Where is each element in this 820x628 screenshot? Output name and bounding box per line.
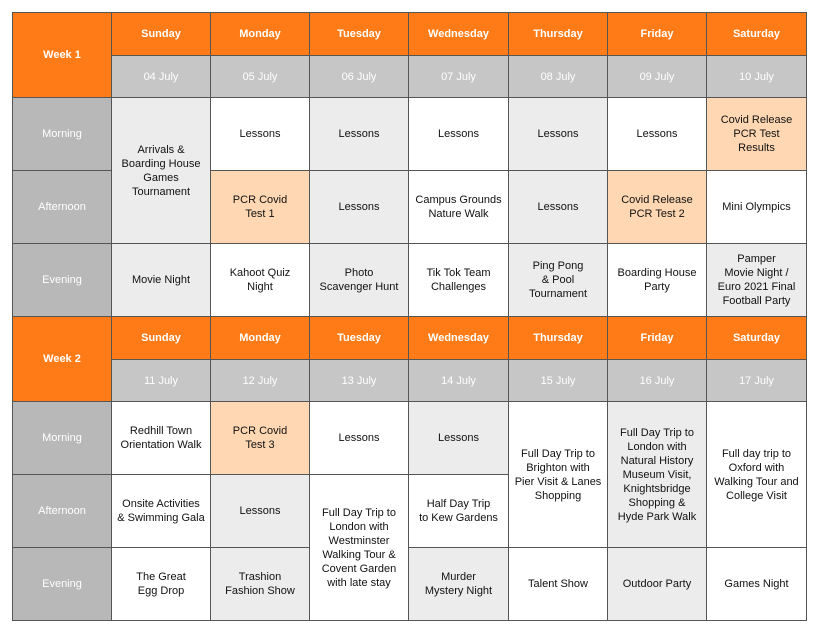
date-cell: 16 July	[608, 360, 707, 402]
activity-cell: Movie Night	[112, 244, 211, 317]
activity-cell: Boarding House Party	[608, 244, 707, 317]
activity-cell: Mini Olympics	[707, 171, 807, 244]
day-header: Friday	[608, 13, 707, 56]
day-header: Wednesday	[409, 13, 509, 56]
day-header: Tuesday	[310, 13, 409, 56]
day-header: Wednesday	[409, 317, 509, 360]
date-cell: 15 July	[509, 360, 608, 402]
activity-cell: Full Day Trip to London with Westminster Walking Tour & Covent Garden with late stay	[310, 475, 409, 621]
activity-cell: Lessons	[509, 98, 608, 171]
week1-morning-row	[13, 98, 807, 171]
activity-cell: Lessons	[409, 402, 509, 475]
day-header: Thursday	[509, 13, 608, 56]
activity-cell: Half Day Trip to Kew Gardens	[409, 475, 509, 548]
date-cell: 08 July	[509, 56, 608, 98]
date-cell: 11 July	[112, 360, 211, 402]
activity-schedule-table	[12, 12, 807, 621]
day-header: Tuesday	[310, 317, 409, 360]
period-label-evening: Evening	[13, 548, 112, 621]
activity-cell: Talent Show	[509, 548, 608, 621]
week1-label: Week 1	[13, 13, 112, 98]
activity-cell: Lessons	[310, 402, 409, 475]
activity-cell: Full day trip to Oxford with Walking Tour and College Visit	[707, 402, 807, 548]
day-header: Thursday	[509, 317, 608, 360]
day-header: Saturday	[707, 13, 807, 56]
activity-cell: Tik Tok Team Challenges	[409, 244, 509, 317]
activity-cell: Campus Grounds Nature Walk	[409, 171, 509, 244]
activity-cell: Outdoor Party	[608, 548, 707, 621]
week2-morning-row	[13, 402, 807, 475]
date-cell: 06 July	[310, 56, 409, 98]
activity-cell: Arrivals & Boarding House Games Tournament	[112, 98, 211, 244]
activity-cell: Lessons	[211, 475, 310, 548]
period-label-morning: Morning	[13, 98, 112, 171]
activity-cell: The Great Egg Drop	[112, 548, 211, 621]
week2-day-header-row	[13, 317, 807, 360]
day-header: Monday	[211, 13, 310, 56]
activity-cell: Lessons	[608, 98, 707, 171]
date-cell: 10 July	[707, 56, 807, 98]
activity-cell: Kahoot Quiz Night	[211, 244, 310, 317]
date-cell: 07 July	[409, 56, 509, 98]
week2-label: Week 2	[13, 317, 112, 402]
day-header: Friday	[608, 317, 707, 360]
activity-cell: Lessons	[409, 98, 509, 171]
activity-cell: Pamper Movie Night / Euro 2021 Final Football Party	[707, 244, 807, 317]
date-cell: 04 July	[112, 56, 211, 98]
date-cell: 13 July	[310, 360, 409, 402]
period-label-afternoon: Afternoon	[13, 475, 112, 548]
week1-evening-row	[13, 244, 807, 317]
activity-cell-highlight: Covid Release PCR Test Results	[707, 98, 807, 171]
activity-cell-highlight: PCR Covid Test 3	[211, 402, 310, 475]
week2-evening-row	[13, 548, 807, 621]
activity-cell: Photo Scavenger Hunt	[310, 244, 409, 317]
period-label-afternoon: Afternoon	[13, 171, 112, 244]
activity-cell: Full Day Trip to Brighton with Pier Visit & Lanes Shopping	[509, 402, 608, 548]
date-cell: 14 July	[409, 360, 509, 402]
date-cell: 17 July	[707, 360, 807, 402]
period-label-evening: Evening	[13, 244, 112, 317]
activity-cell: Lessons	[310, 98, 409, 171]
week2-date-row	[13, 360, 807, 402]
week1-day-header-row	[13, 13, 807, 56]
activity-cell: Trashion Fashion Show	[211, 548, 310, 621]
activity-cell: Murder Mystery Night	[409, 548, 509, 621]
day-header: Monday	[211, 317, 310, 360]
activity-cell-highlight: Covid Release PCR Test 2	[608, 171, 707, 244]
day-header: Sunday	[112, 13, 211, 56]
activity-cell: Lessons	[310, 171, 409, 244]
activity-cell-highlight: PCR Covid Test 1	[211, 171, 310, 244]
activity-cell: Full Day Trip to London with Natural History Museum Visit, Knightsbridge Shopping & Hyde Park Walk	[608, 402, 707, 548]
day-header: Saturday	[707, 317, 807, 360]
day-header: Sunday	[112, 317, 211, 360]
activity-cell: Ping Pong & Pool Tournament	[509, 244, 608, 317]
date-cell: 05 July	[211, 56, 310, 98]
activity-cell: Lessons	[211, 98, 310, 171]
activity-cell: Onsite Activities & Swimming Gala	[112, 475, 211, 548]
activity-cell: Games Night	[707, 548, 807, 621]
activity-cell: Lessons	[509, 171, 608, 244]
activity-cell: Redhill Town Orientation Walk	[112, 402, 211, 475]
date-cell: 09 July	[608, 56, 707, 98]
period-label-morning: Morning	[13, 402, 112, 475]
week1-date-row	[13, 56, 807, 98]
date-cell: 12 July	[211, 360, 310, 402]
